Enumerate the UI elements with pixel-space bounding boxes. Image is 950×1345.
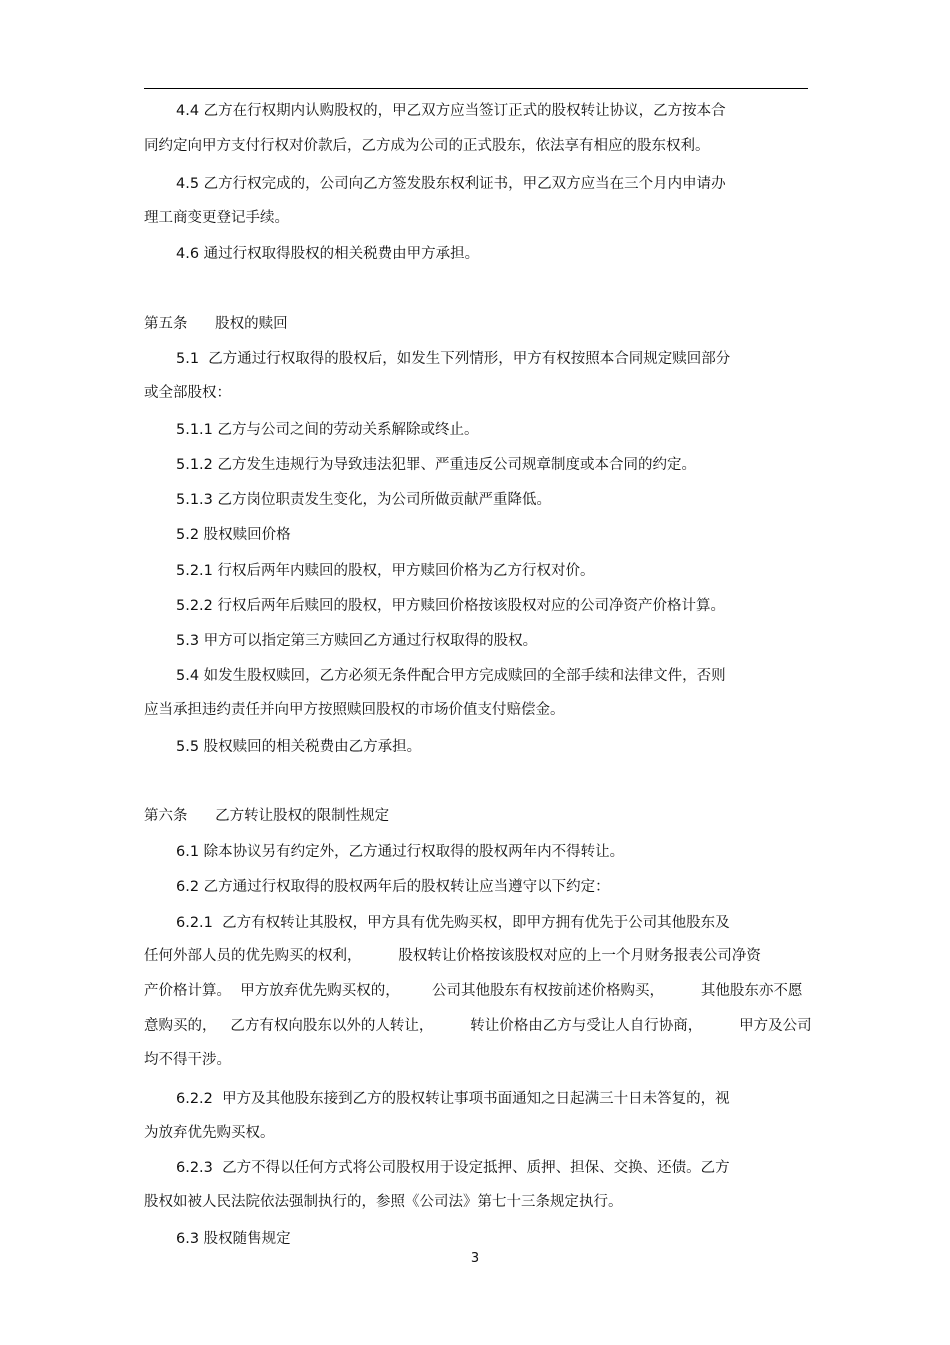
paragraph-line: 或全部股权：: [144, 385, 231, 401]
paragraph-line: 5.2.2 行权后两年后赎回的股权，甲方赎回价格按该股权对应的公司净资产价格计算。: [176, 598, 726, 614]
paragraph-line: 同约定向甲方支付行权对价款后，乙方成为公司的正式股东，依法享有相应的股东权利。: [144, 138, 710, 154]
paragraph-line: 产价格计算。 甲方放弃优先购买权的， 公司其他股东有权按前述价格购买， 其他股东亦不愿: [144, 983, 803, 999]
paragraph-line: 4.4 乙方在行权期内认购股权的，甲乙双方应当签订正式的股权转让协议，乙方按本合: [176, 103, 726, 119]
paragraph-line: 5.1 乙方通过行权取得的股权后，如发生下列情形，甲方有权按照本合同规定赎回部分: [176, 351, 731, 367]
paragraph-line: 股权如被人民法院依法强制执行的，参照《公司法》第七十三条规定执行。: [144, 1194, 623, 1210]
header-rule: [144, 88, 808, 89]
page-number: 3: [470, 1251, 480, 1266]
paragraph-line: 意购买的， 乙方有权向股东以外的人转让， 转让价格由乙方与受让人自行协商， 甲方及公司: [144, 1018, 812, 1034]
paragraph-line: 5.3 甲方可以指定第三方赎回乙方通过行权取得的股权。: [176, 633, 538, 649]
paragraph-line: 均不得干涉。: [144, 1052, 231, 1068]
paragraph-line: 应当承担违约责任并向甲方按照赎回股权的市场价值支付赔偿金。: [144, 702, 565, 718]
paragraph-line: 6.2 乙方通过行权取得的股权两年后的股权转让应当遵守以下约定：: [176, 879, 610, 895]
section-heading: 第六条 乙方转让股权的限制性规定: [144, 808, 390, 824]
section-heading: 第五条 股权的赎回: [144, 316, 288, 332]
paragraph-line: 任何外部人员的优先购买的权利， 股权转让价格按该股权对应的上一个月财务报表公司净资: [144, 948, 761, 964]
paragraph-line: 6.2.1 乙方有权转让其股权，甲方具有优先购买权，即甲方拥有优先于公司其他股东及: [176, 915, 730, 931]
paragraph-line: 为放弃优先购买权。: [144, 1125, 275, 1141]
paragraph-line: 5.5 股权赎回的相关税费由乙方承担。: [176, 739, 422, 755]
paragraph-line: 4.5 乙方行权完成的，公司向乙方签发股东权利证书，甲乙双方应当在三个月内申请办: [176, 176, 726, 192]
paragraph-line: 4.6 通过行权取得股权的相关税费由甲方承担。: [176, 246, 480, 262]
paragraph-line: 6.1 除本协议另有约定外，乙方通过行权取得的股权两年内不得转让。: [176, 844, 625, 860]
paragraph-line: 5.1.1 乙方与公司之间的劳动关系解除或终止。: [176, 422, 479, 438]
paragraph-line: 5.2.1 行权后两年内赎回的股权，甲方赎回价格为乙方行权对价。: [176, 563, 595, 579]
paragraph-line: 理工商变更登记手续。: [144, 210, 289, 226]
paragraph-line: 6.2.2 甲方及其他股东接到乙方的股权转让事项书面通知之日起满三十日未答复的，视: [176, 1091, 730, 1107]
paragraph-line: 5.1.3 乙方岗位职责发生变化，为公司所做贡献严重降低。: [176, 492, 552, 508]
paragraph-line: 6.2.3 乙方不得以任何方式将公司股权用于设定抵押、质押、担保、交换、还债。乙方: [176, 1160, 730, 1176]
paragraph-line: 5.4 如发生股权赎回，乙方必须无条件配合甲方完成赎回的全部手续和法律文件，否则: [176, 668, 726, 684]
paragraph-line: 5.2 股权赎回价格: [176, 527, 291, 543]
paragraph-line: 5.1.2 乙方发生违规行为导致违法犯罪、严重违反公司规章制度或本合同的约定。: [176, 457, 697, 473]
paragraph-line: 6.3 股权随售规定: [176, 1231, 291, 1247]
